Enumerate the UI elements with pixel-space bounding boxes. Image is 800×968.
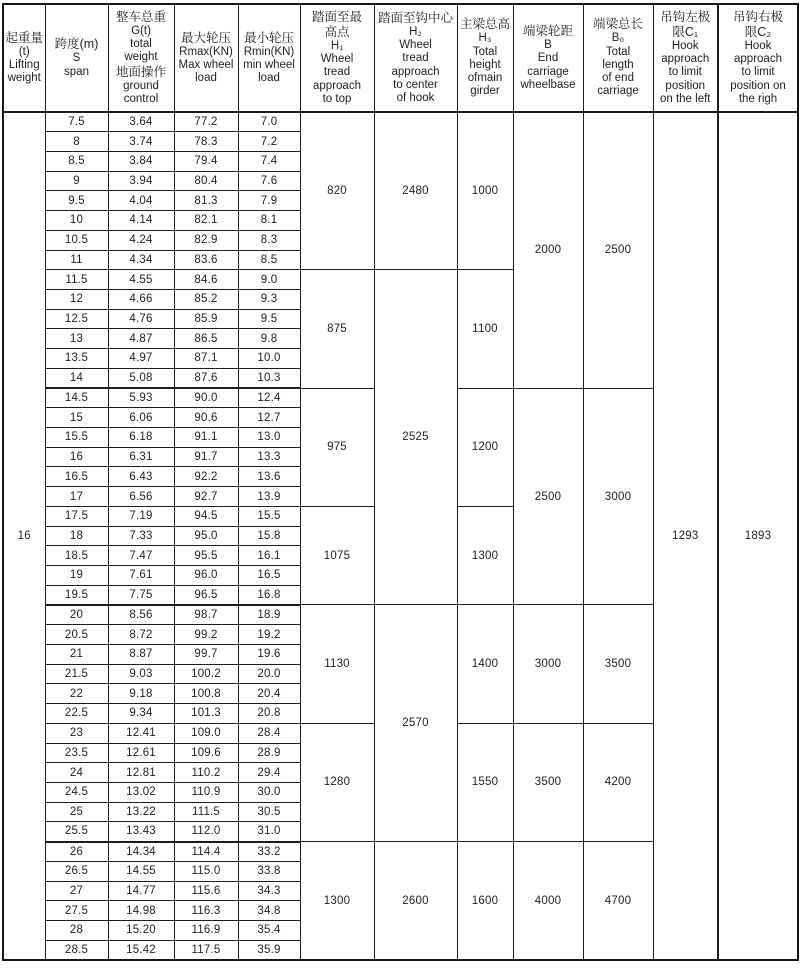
cell-span: 11 [45,250,108,270]
header-line-h1: to top [322,92,352,105]
cell-b: 2500 [513,388,583,605]
cell-b0: 2500 [583,112,653,388]
cell-g: 8.87 [108,644,174,664]
cell-rmin: 19.6 [238,644,300,664]
cell-span: 9 [45,171,108,191]
cell-g: 13.43 [108,822,174,842]
cell-rmax: 87.6 [174,368,238,388]
cell-rmin: 12.7 [238,408,300,428]
cell-rmax: 98.7 [174,605,238,625]
cell-rmax: 91.7 [174,447,238,467]
cell-span: 13.5 [45,349,108,369]
cell-b0: 4200 [583,723,653,841]
header-line-b: B [544,39,552,52]
cell-g: 7.61 [108,566,174,586]
header-line-rmax: Rmax(KN) [179,45,233,58]
cell-g: 4.04 [108,191,174,211]
cell-rmin: 19.2 [238,625,300,645]
cell-rmax: 109.0 [174,723,238,743]
cell-g: 8.72 [108,625,174,645]
cell-h1: 975 [300,388,374,506]
cell-g: 8.56 [108,605,174,625]
header-line-c2: Hook [744,39,772,52]
cell-g: 14.34 [108,842,174,862]
cell-g: 14.55 [108,861,174,881]
header-cell-h1 [300,4,374,112]
cell-rmin: 31.0 [238,822,300,842]
cell-rmin: 16.8 [238,585,300,605]
cell-h2: 2525 [374,270,457,605]
cell-h3: 1300 [457,506,513,605]
cell-b0: 3000 [583,388,653,605]
cell-rmax: 116.3 [174,901,238,921]
header-line-h3: H₃ [478,32,492,45]
header-cell-b0 [583,4,653,112]
header-line-b: wheelbase [520,78,576,91]
cell-h1: 1130 [300,605,374,723]
header-cell-rmin [238,4,300,112]
cell-rmin: 13.0 [238,428,300,448]
header-line-h1: approach [313,79,361,92]
cell-rmax: 114.4 [174,842,238,862]
cell-rmax: 84.6 [174,270,238,290]
cell-g: 3.94 [108,171,174,191]
header-cell-g [108,4,174,112]
cell-span: 23.5 [45,743,108,763]
cell-rmin: 9.5 [238,309,300,329]
cell-rmax: 77.2 [174,112,238,132]
cell-g: 6.06 [108,408,174,428]
cell-rmax: 95.0 [174,526,238,546]
cell-span: 24.5 [45,782,108,802]
header-line-c1: 吊钩左极 [660,9,711,24]
cell-span: 20 [45,605,108,625]
header-line-c1: approach [661,53,710,66]
header-line-c1: 限C₁ [672,24,699,39]
header-line-span: 跨度(m) [54,37,99,52]
header-line-rmin: load [258,72,280,85]
cell-h1: 1280 [300,723,374,841]
cell-g: 7.33 [108,526,174,546]
header-line-c2: 吊钩右极 [732,9,783,24]
cell-rmin: 13.3 [238,447,300,467]
header-cell-c2 [718,4,798,112]
header-line-c2: to limit [741,66,775,79]
cell-g: 9.34 [108,704,174,724]
header-line-c1: on the left [659,92,711,105]
cell-g: 5.08 [108,368,174,388]
cell-span: 17 [45,487,108,507]
cell-span: 20.5 [45,625,108,645]
cell-rmax: 94.5 [174,506,238,526]
cell-span: 15 [45,408,108,428]
header-line-b0: 端梁总长 [592,17,643,32]
cell-rmax: 101.3 [174,704,238,724]
header-cell-h2 [374,4,457,112]
cell-span: 25 [45,802,108,822]
header-line-h1: tread [323,66,351,79]
cell-g: 7.47 [108,546,174,566]
header-line-c1: Hook [671,39,699,52]
table-row [3,112,798,132]
cell-g: 4.14 [108,211,174,231]
header-line-h2: Wheel [399,39,432,52]
header-line-c2: the righ [738,92,778,105]
header-line-b0: of end [602,72,634,85]
cell-span: 16.5 [45,467,108,487]
cell-b0: 4700 [583,842,653,960]
cell-rmax: 110.9 [174,782,238,802]
cell-rmin: 34.3 [238,881,300,901]
cell-h3: 1600 [457,842,513,960]
header-line-h1: 高点 [324,24,350,39]
header-line-c2: approach [734,53,782,66]
cell-rmin: 7.2 [238,132,300,152]
header-line-lifting: weight [7,72,41,85]
header-line-lifting: (t) [18,45,30,58]
header-line-h3: girder [470,85,500,98]
cell-rmax: 96.5 [174,585,238,605]
header-line-h1: H₁ [330,39,344,52]
cell-h3: 1400 [457,605,513,723]
cell-span: 18.5 [45,546,108,566]
cell-rmin: 8.3 [238,230,300,250]
header-line-g: 整车总重 [115,9,166,24]
header-line-b0: carriage [597,85,639,98]
header-line-span: span [64,65,89,78]
cell-g: 14.98 [108,901,174,921]
cell-span: 14 [45,368,108,388]
cell-g: 12.81 [108,763,174,783]
cell-g: 9.03 [108,664,174,684]
cell-g: 4.34 [108,250,174,270]
cell-rmin: 15.8 [238,526,300,546]
cell-span: 21.5 [45,664,108,684]
cell-span: 19.5 [45,585,108,605]
cell-span: 7.5 [45,112,108,132]
cell-span: 8 [45,132,108,152]
header-line-h3: Total [472,45,498,58]
cell-h3: 1550 [457,723,513,841]
cell-rmin: 28.4 [238,723,300,743]
cell-rmax: 82.1 [174,211,238,231]
cell-span: 24 [45,763,108,783]
header-cell-span [45,4,108,112]
cell-rmax: 111.5 [174,802,238,822]
cell-rmin: 28.9 [238,743,300,763]
cell-h2: 2600 [374,842,457,960]
cell-rmin: 30.5 [238,802,300,822]
cell-g: 3.74 [108,132,174,152]
cell-g: 6.56 [108,487,174,507]
header-line-h2: tread [402,52,429,65]
cell-g: 9.18 [108,684,174,704]
cell-span: 19 [45,566,108,586]
cell-span: 26.5 [45,861,108,881]
cell-span: 13 [45,329,108,349]
cell-rmin: 33.2 [238,842,300,862]
cell-g: 15.42 [108,940,174,960]
cell-g: 12.41 [108,723,174,743]
cell-span: 9.5 [45,191,108,211]
cell-g: 15.20 [108,920,174,940]
header-line-g: control [123,92,159,105]
header-line-c2: 限C₂ [744,24,772,39]
cell-rmax: 79.4 [174,151,238,171]
cell-b: 4000 [513,842,583,960]
cell-g: 4.76 [108,309,174,329]
header-line-h2: approach [391,65,440,78]
header-line-c1: position [665,79,706,92]
cell-rmin: 35.4 [238,920,300,940]
cell-rmax: 92.7 [174,487,238,507]
header-line-span: S [72,52,81,65]
cell-g: 4.87 [108,329,174,349]
header-line-rmax: Max wheel [178,58,234,71]
cell-rmin: 7.4 [238,151,300,171]
cell-rmin: 10.3 [238,368,300,388]
cell-rmin: 9.3 [238,289,300,309]
cell-g: 12.61 [108,743,174,763]
cell-rmin: 12.4 [238,388,300,408]
cell-g: 13.22 [108,802,174,822]
cell-rmin: 8.1 [238,211,300,231]
cell-rmax: 85.2 [174,289,238,309]
header-line-h1: 踏面至最 [311,9,362,24]
cell-rmin: 18.9 [238,605,300,625]
cell-g: 6.18 [108,428,174,448]
cell-rmax: 110.2 [174,763,238,783]
header-line-h3: height [469,58,501,71]
cell-rmax: 99.2 [174,625,238,645]
cell-rmax: 80.4 [174,171,238,191]
cell-g: 4.66 [108,289,174,309]
cell-span: 28 [45,920,108,940]
header-line-h1: Wheel [320,53,354,66]
header-cell-h3 [457,4,513,112]
cell-span: 26 [45,842,108,862]
cell-g: 4.24 [108,230,174,250]
cell-rmin: 20.4 [238,684,300,704]
header-line-g: 地面操作 [115,64,166,79]
cell-span: 10 [45,211,108,231]
cell-h1: 820 [300,112,374,270]
cell-g: 13.02 [108,782,174,802]
header-line-g: weight [124,51,158,64]
header-line-h2: to center [393,78,438,91]
cell-span: 27 [45,881,108,901]
cell-rmax: 109.6 [174,743,238,763]
cell-b0: 3500 [583,605,653,723]
header-line-h3: 主梁总高 [459,17,510,32]
cell-h1: 1075 [300,506,374,605]
header-cell-c1 [653,4,718,112]
cell-rmax: 87.1 [174,349,238,369]
cell-rmax: 116.9 [174,920,238,940]
cell-g: 6.43 [108,467,174,487]
cell-rmin: 16.5 [238,566,300,586]
header-line-rmin: min wheel [243,58,295,71]
cell-h1: 875 [300,270,374,388]
cell-g: 4.55 [108,270,174,290]
header-line-h2: of hook [396,91,435,104]
cell-b: 3000 [513,605,583,723]
cell-b: 3500 [513,723,583,841]
header-line-b0: length [602,58,634,71]
cell-rmax: 82.9 [174,230,238,250]
cell-rmax: 90.6 [174,408,238,428]
header-line-lifting: 起重量 [5,30,43,45]
cell-rmin: 13.9 [238,487,300,507]
header-line-b: 端梁轮距 [522,24,573,39]
header-line-c1: to limit [668,66,702,79]
cell-rmin: 30.0 [238,782,300,802]
cell-h1: 1300 [300,842,374,960]
cell-rmin: 7.0 [238,112,300,132]
cell-span: 10.5 [45,230,108,250]
header-line-b0: Total [605,45,631,58]
cell-span: 15.5 [45,428,108,448]
cell-b: 2000 [513,112,583,388]
cell-span: 23 [45,723,108,743]
cell-rmax: 96.0 [174,566,238,586]
header-line-rmin: Rmin(KN) [243,45,295,58]
cell-rmax: 115.0 [174,861,238,881]
cell-rmin: 29.4 [238,763,300,783]
cell-span: 21 [45,644,108,664]
cell-g: 14.77 [108,881,174,901]
cell-span: 12 [45,289,108,309]
spec-table [2,3,799,961]
cell-g: 3.84 [108,151,174,171]
header-line-g: total [130,38,152,51]
cell-rmin: 15.5 [238,506,300,526]
cell-lifting: 16 [3,112,45,960]
cell-rmax: 83.6 [174,250,238,270]
cell-rmin: 8.5 [238,250,300,270]
header-cell-rmax [174,4,238,112]
cell-rmax: 91.1 [174,428,238,448]
header-cell-b [513,4,583,112]
cell-span: 11.5 [45,270,108,290]
cell-g: 7.19 [108,506,174,526]
cell-h3: 1100 [457,270,513,388]
cell-span: 17.5 [45,506,108,526]
cell-h3: 1200 [457,388,513,506]
cell-span: 16 [45,447,108,467]
header-cell-lifting [3,4,45,112]
cell-rmax: 85.9 [174,309,238,329]
cell-rmin: 35.9 [238,940,300,960]
cell-h2: 2570 [374,605,457,842]
cell-c2: 1893 [718,112,798,960]
cell-g: 7.75 [108,585,174,605]
header-line-rmax: load [195,72,217,85]
cell-rmax: 86.5 [174,329,238,349]
cell-g: 5.93 [108,388,174,408]
header-line-h3: ofmain [467,72,503,85]
cell-rmin: 7.9 [238,191,300,211]
header-line-rmax: 最大轮压 [180,30,231,45]
header-line-b0: B₀ [611,32,625,45]
cell-rmax: 100.8 [174,684,238,704]
cell-g: 6.31 [108,447,174,467]
cell-rmax: 99.7 [174,644,238,664]
cell-g: 3.64 [108,112,174,132]
header-line-rmin: 最小轮压 [243,30,294,45]
cell-g: 4.97 [108,349,174,369]
cell-span: 12.5 [45,309,108,329]
cell-rmax: 90.0 [174,388,238,408]
cell-span: 22 [45,684,108,704]
cell-span: 27.5 [45,901,108,921]
cell-h2: 2480 [374,112,457,270]
cell-rmax: 78.3 [174,132,238,152]
cell-span: 8.5 [45,151,108,171]
header-line-g: G(t) [131,24,151,37]
cell-span: 22.5 [45,704,108,724]
header-line-lifting: Lifting [8,58,40,71]
cell-rmin: 20.8 [238,704,300,724]
cell-rmin: 13.6 [238,467,300,487]
cell-span: 25.5 [45,822,108,842]
header-line-b: carriage [527,65,569,78]
cell-rmin: 33.8 [238,861,300,881]
cell-rmax: 81.3 [174,191,238,211]
cell-rmin: 10.0 [238,349,300,369]
header-line-h2: H₂ [409,25,422,38]
cell-rmax: 115.6 [174,881,238,901]
cell-rmin: 16.1 [238,546,300,566]
cell-c1: 1293 [653,112,718,960]
header-line-h2: 踏面至钩中心 [377,10,453,25]
cell-h3: 1000 [457,112,513,270]
cell-rmax: 117.5 [174,940,238,960]
cell-rmin: 9.0 [238,270,300,290]
header-line-g: ground [123,79,159,92]
cell-rmax: 95.5 [174,546,238,566]
cell-rmax: 100.2 [174,664,238,684]
cell-rmin: 34.8 [238,901,300,921]
cell-rmin: 20.0 [238,664,300,684]
cell-rmax: 112.0 [174,822,238,842]
cell-span: 14.5 [45,388,108,408]
cell-rmax: 92.2 [174,467,238,487]
header-line-b: End [537,52,559,65]
cell-span: 28.5 [45,940,108,960]
header-line-c2: position on [730,79,786,92]
cell-rmin: 7.6 [238,171,300,191]
cell-span: 18 [45,526,108,546]
cell-rmin: 9.8 [238,329,300,349]
